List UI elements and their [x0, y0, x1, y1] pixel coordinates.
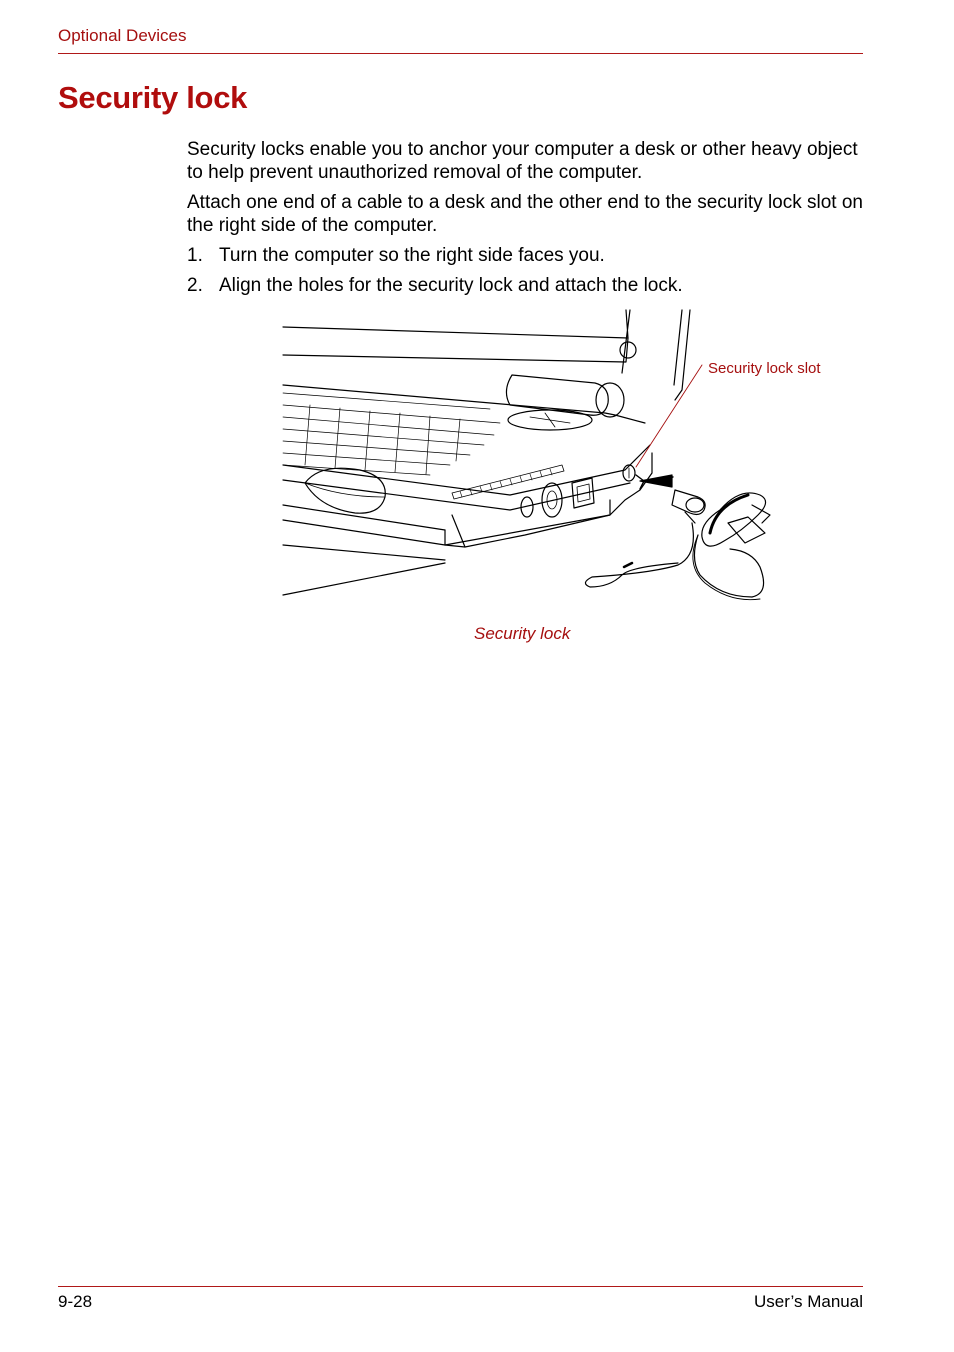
page-number: 9-28 — [58, 1292, 93, 1311]
security-lock-illustration — [280, 305, 840, 615]
running-header: Optional Devices — [58, 26, 187, 45]
list-item — [187, 244, 867, 267]
steps-list — [187, 244, 867, 297]
footer-rule — [58, 1286, 863, 1287]
step-text: Align the holes for the security lock and attach the lock. — [219, 275, 683, 296]
manual-title: User’s Manual — [754, 1292, 863, 1311]
paragraph-attach: Attach one end of a cable to a desk and the other end to the security lock slot on the right side of the computer. — [187, 192, 863, 236]
header-rule — [58, 53, 863, 54]
page-title: Security lock — [58, 80, 248, 115]
paragraph-intro: Security locks enable you to anchor your computer a desk or other heavy object to help prevent unauthorized removal of the computer. — [187, 139, 858, 183]
step-number: 2. — [187, 275, 203, 296]
list-item — [187, 274, 867, 297]
step-number: 1. — [187, 245, 203, 266]
figure-caption: Security lock — [474, 624, 571, 643]
callout-security-lock-slot: Security lock slot — [708, 360, 821, 377]
body-text — [187, 138, 867, 304]
step-text: Turn the computer so the right side faces you. — [219, 245, 605, 266]
